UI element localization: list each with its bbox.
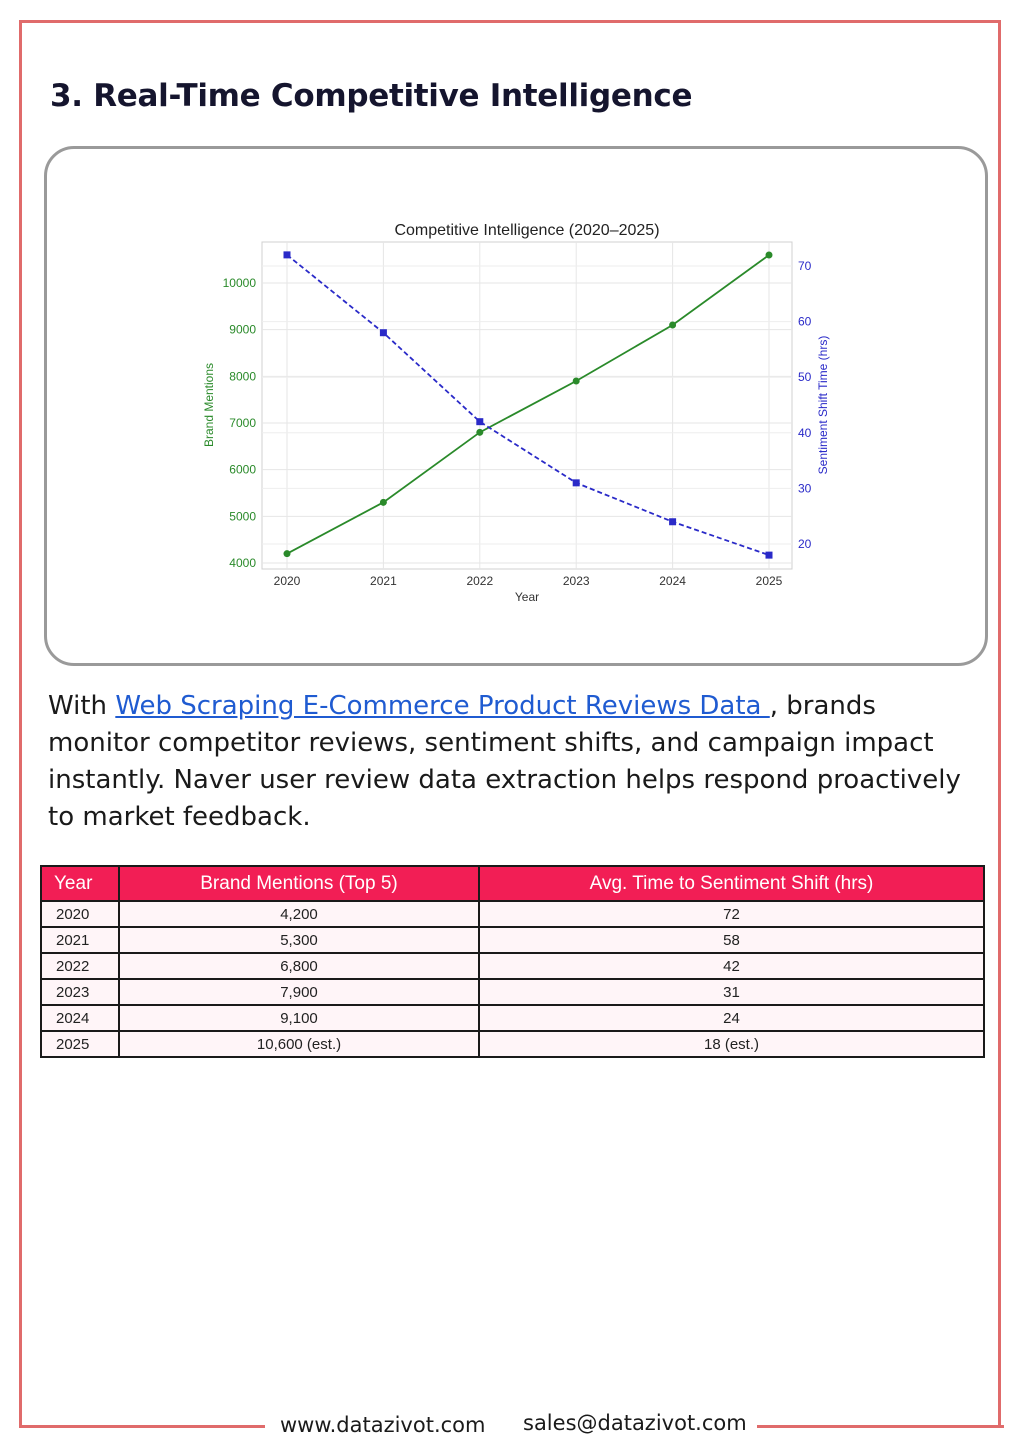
data-point-brand-mentions <box>380 499 387 506</box>
y-axis-label: Brand Mentions <box>202 362 216 448</box>
footer-rule-left <box>19 1425 265 1428</box>
footer-email[interactable]: sales@datazivot.com <box>523 1411 747 1435</box>
web-scraping-link[interactable]: Web Scraping E-Commerce Product Reviews Data <box>115 691 770 721</box>
cell-year: 2020 <box>41 901 119 927</box>
cell-mentions: 5,300 <box>119 927 479 953</box>
y2-tick-label: 30 <box>798 481 812 496</box>
y-tick-label: 10000 <box>222 276 256 290</box>
table-row <box>41 1005 984 1031</box>
chart-card <box>44 146 988 666</box>
cell-mentions: 9,100 <box>119 1005 479 1031</box>
table-row <box>41 979 984 1005</box>
table-row <box>41 1031 984 1057</box>
header-year: Year <box>41 866 119 901</box>
data-point-brand-mentions <box>766 252 773 259</box>
x-tick-label: 2025 <box>755 574 783 588</box>
data-point-sentiment-shift <box>476 418 483 425</box>
y-tick-label: 7000 <box>229 416 256 430</box>
table-row <box>41 901 984 927</box>
cell-year: 2025 <box>41 1031 119 1057</box>
header-brand-mentions: Brand Mentions (Top 5) <box>119 866 479 901</box>
data-point-brand-mentions <box>476 429 483 436</box>
x-tick-label: 2021 <box>370 574 397 588</box>
paragraph-rest: , brands monitor competitor reviews, sentiment shifts, and campaign impact instantly. Naver user review data extraction helps respond proactively to market feedback. <box>48 691 961 832</box>
chart-title: Competitive Intelligence (2020–2025) <box>394 222 660 239</box>
x-tick-label: 2024 <box>659 574 686 588</box>
data-point-sentiment-shift <box>380 329 387 336</box>
data-point-brand-mentions <box>669 322 676 329</box>
data-point-sentiment-shift <box>284 251 291 258</box>
y2-tick-label: 20 <box>798 537 812 551</box>
paragraph-intro: With <box>48 691 116 721</box>
y2-tick-label: 60 <box>798 314 812 329</box>
x-tick-label: 2022 <box>466 574 494 588</box>
body-paragraph <box>48 688 968 836</box>
y2-tick-label: 70 <box>798 259 812 273</box>
cell-sentiment: 58 <box>479 927 984 953</box>
data-point-brand-mentions <box>573 378 580 385</box>
y2-tick-label: 50 <box>798 370 812 385</box>
cell-sentiment: 72 <box>479 901 984 927</box>
plot-area <box>262 242 792 569</box>
cell-year: 2024 <box>41 1005 119 1031</box>
cell-mentions: 4,200 <box>119 901 479 927</box>
x-tick-label: 2020 <box>273 574 301 588</box>
y-tick-label: 6000 <box>229 462 256 477</box>
data-point-sentiment-shift <box>669 518 676 525</box>
footer-rule-right <box>757 1425 1004 1428</box>
cell-mentions: 6,800 <box>119 953 479 979</box>
header-sentiment-shift: Avg. Time to Sentiment Shift (hrs) <box>479 866 984 901</box>
y-tick-label: 8000 <box>229 369 256 384</box>
cell-sentiment: 31 <box>479 979 984 1005</box>
cell-sentiment: 42 <box>479 953 984 979</box>
y2-tick-label: 40 <box>798 425 812 440</box>
y-tick-label: 4000 <box>229 556 256 570</box>
cell-year: 2023 <box>41 979 119 1005</box>
line-chart <box>47 149 985 663</box>
x-axis-label: Year <box>514 590 540 604</box>
cell-sentiment: 18 (est.) <box>479 1031 984 1057</box>
data-point-sentiment-shift <box>573 479 580 486</box>
cell-sentiment: 24 <box>479 1005 984 1031</box>
footer-website[interactable]: www.datazivot.com <box>280 1413 486 1437</box>
section-heading: 3. Real-Time Competitive Intelligence <box>50 78 693 114</box>
table-header-row <box>41 866 984 901</box>
cell-year: 2021 <box>41 927 119 953</box>
y2-axis-label: Sentiment Shift Time (hrs) <box>816 335 830 475</box>
y-tick-label: 5000 <box>229 509 256 524</box>
cell-mentions: 7,900 <box>119 979 479 1005</box>
cell-mentions: 10,600 (est.) <box>119 1031 479 1057</box>
table-row <box>41 953 984 979</box>
x-tick-label: 2023 <box>562 574 590 588</box>
table-row <box>41 927 984 953</box>
data-point-brand-mentions <box>284 550 291 557</box>
cell-year: 2022 <box>41 953 119 979</box>
y-tick-label: 9000 <box>229 322 256 337</box>
data-point-sentiment-shift <box>766 552 773 559</box>
data-table <box>40 865 985 1058</box>
